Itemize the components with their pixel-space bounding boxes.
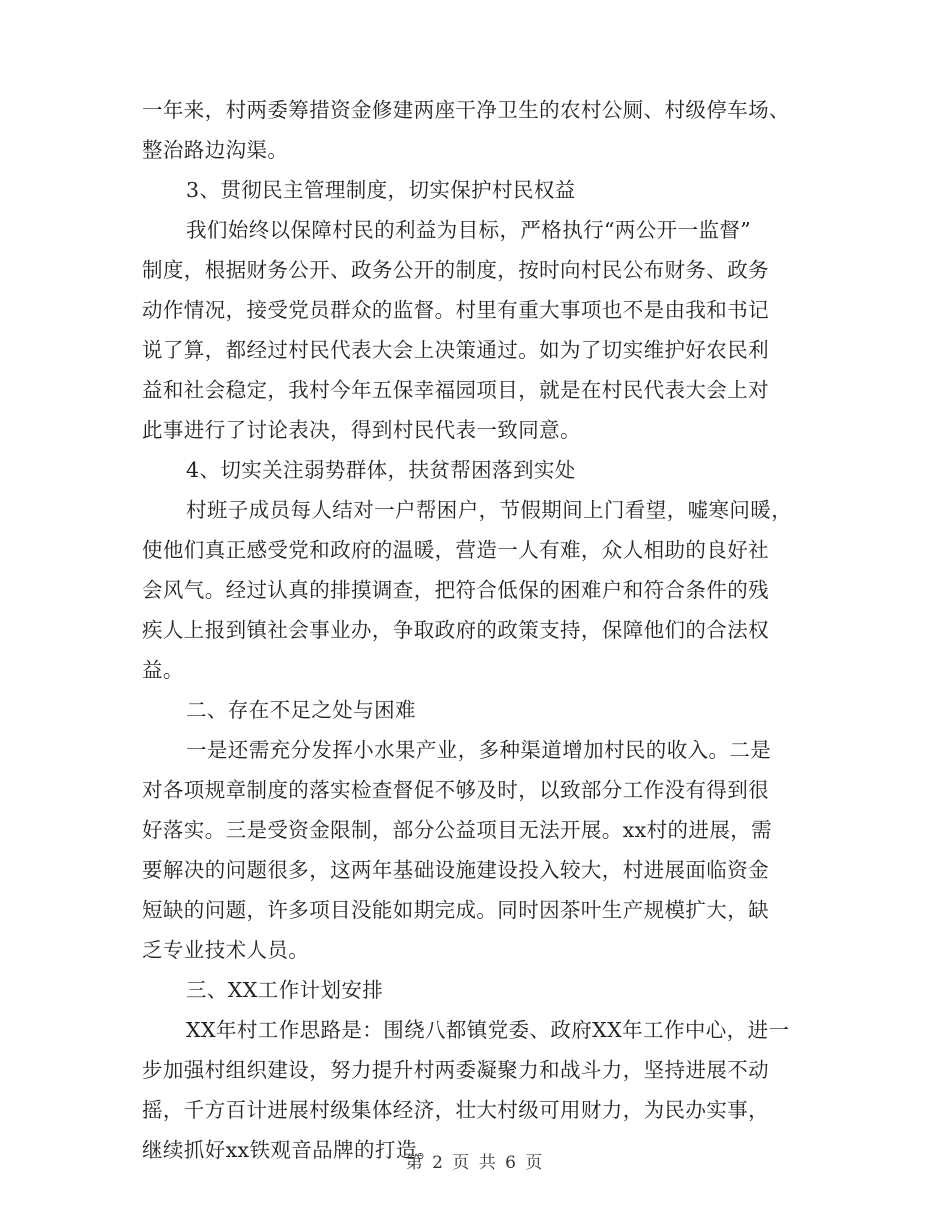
section-heading: 3、贯彻民主管理制度，切实保护村民权益 <box>186 178 576 202</box>
body-line: 制度，根据财务公开、政务公开的制度，按时向村民公布财务、政务 <box>142 258 769 282</box>
body-line: 会风气。经过认真的排摸调查，把符合低保的困难户和符合条件的残 <box>142 578 769 602</box>
body-line: 使他们真正感受党和政府的温暖，营造一人有难，众人相助的良好社 <box>142 538 769 562</box>
body-line: 继续抓好xx铁观音品牌的打造。 <box>142 1138 438 1162</box>
body-line: 益。 <box>142 658 184 682</box>
body-line: 此事进行了讨论表决，得到村民代表一致同意。 <box>142 418 581 442</box>
body-line: XX年村工作思路是：围绕八都镇党委、政府XX年工作中心，进一 <box>186 1018 790 1042</box>
body-line: 乏专业技术人员。 <box>142 938 310 962</box>
body-line: 动作情况，接受党员群众的监督。村里有重大事项也不是由我和书记 <box>142 298 769 322</box>
body-line: 对各项规章制度的落实检查督促不够及时，以致部分工作没有得到很 <box>142 778 769 802</box>
body-line: 摇，千方百计进展村级集体经济，壮大村级可用财力，为民办实事， <box>142 1098 769 1122</box>
body-line: 好落实。三是受资金限制，部分公益项目无法开展。xx村的进展，需 <box>142 818 773 842</box>
section-heading: 4、切实关注弱势群体，扶贫帮困落到实处 <box>186 458 576 482</box>
body-line: 要解决的问题很多，这两年基础设施建设投入较大，村进展面临资金 <box>142 858 769 882</box>
body-line: 步加强村组织建设，努力提升村两委凝聚力和战斗力，坚持进展不动 <box>142 1058 769 1082</box>
body-line: 村班子成员每人结对一户帮困户，节假期间上门看望，嘘寒问暖， <box>186 498 793 522</box>
section-heading: 三、XX工作计划安排 <box>186 978 384 1002</box>
body-line: 益和社会稳定，我村今年五保幸福园项目，就是在村民代表大会上对 <box>142 378 769 402</box>
body-line: 疾人上报到镇社会事业办，争取政府的政策支持，保障他们的合法权 <box>142 618 769 642</box>
body-line: 我们始终以保障村民的利益为目标，严格执行“两公开一监督” <box>186 218 752 242</box>
body-line: 短缺的问题，许多项目没能如期完成。同时因茶叶生产规模扩大，缺 <box>142 898 769 922</box>
document-body <box>142 90 807 1170</box>
page-number-footer: 第 2 页 共 6 页 <box>405 1153 545 1173</box>
body-line: 一是还需充分发挥小水果产业，多种渠道增加村民的收入。二是 <box>186 738 772 762</box>
body-line: 一年来，村两委筹措资金修建两座干净卫生的农村公厕、村级停车场、 <box>142 98 790 122</box>
section-heading: 二、存在不足之处与困难 <box>186 698 416 722</box>
body-line: 整治路边沟渠。 <box>142 138 289 162</box>
body-line: 说了算，都经过村民代表大会上决策通过。如为了切实维护好农民利 <box>142 338 769 362</box>
